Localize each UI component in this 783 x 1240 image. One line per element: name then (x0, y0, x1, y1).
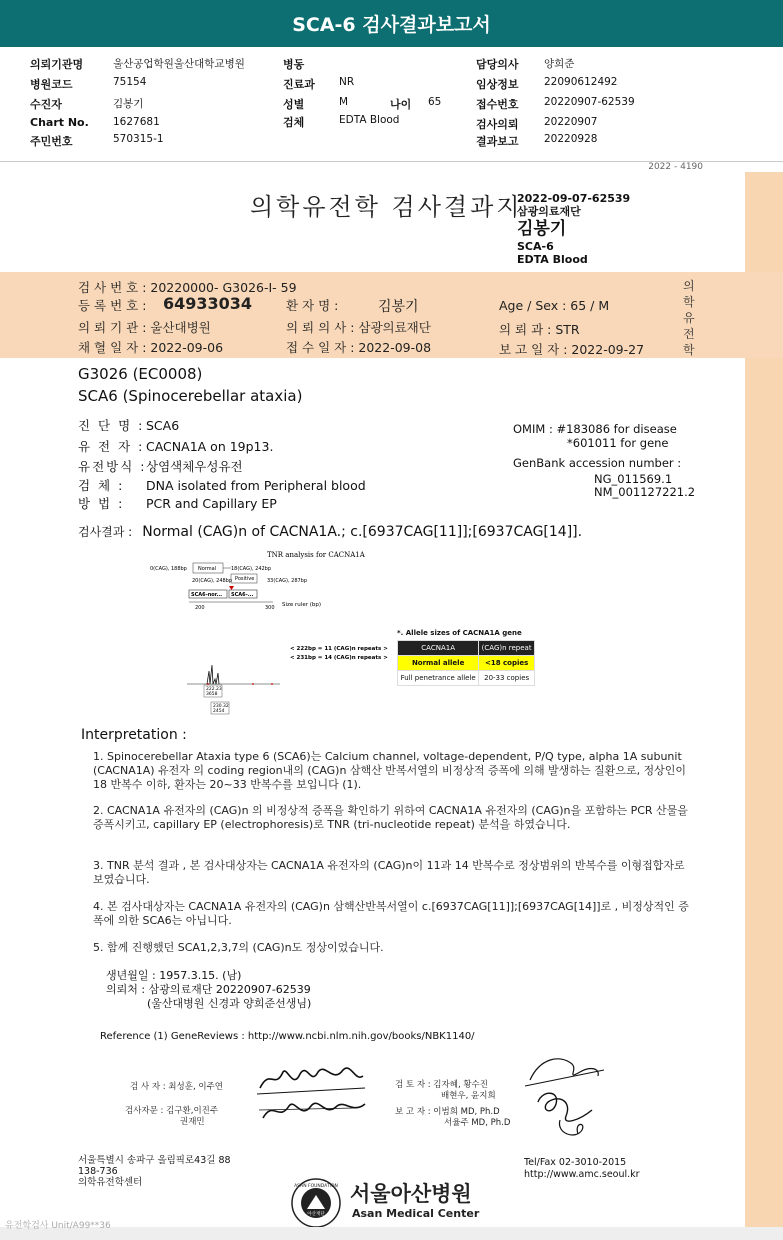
interpretation-title: Interpretation : (81, 727, 187, 743)
requester: 의뢰처 : 삼광의료재단 20220907-62539 (106, 983, 311, 996)
requester-detail: (울산대병원 신경과 양희준선생님) (147, 997, 312, 1010)
field-accession-no: 접수번호 20220907-62539 (476, 96, 635, 111)
patient-band (0, 272, 745, 358)
allele-table (397, 629, 535, 686)
reporter: 보 고 자 : 이범희 MD, Ph.D (395, 1107, 500, 1117)
field-clinical-info: 임상정보 22090612492 (476, 76, 618, 91)
peak1-size: 222.23 (206, 687, 222, 692)
position-marker (229, 586, 234, 590)
address (78, 1155, 231, 1188)
label-bar2: SCA6-... (231, 592, 254, 598)
website: http://www.amc.seoul.kr (524, 1169, 640, 1180)
field-report-date: 결과보고 20220928 (476, 133, 598, 148)
reg-no-label: 등 록 번 호 : (78, 298, 147, 313)
reviewer: 검 토 자 : 김자혜, 황수진 (395, 1080, 488, 1090)
genbank-ng: NG_011569.1 (594, 472, 673, 486)
detail-method: 방 법 : PCR and Capillary EP (78, 496, 277, 511)
repeat-1: < 222bp = 11 (CAG)n repeats > (290, 646, 388, 652)
test-code: G3026 (EC0008) (78, 365, 203, 383)
allele-col1: CACNA1A (398, 641, 479, 656)
report-title: SCA-6 검사결과보고서 (0, 0, 783, 47)
test-name: SCA6 (Spinocerebellar ataxia) (78, 387, 303, 405)
interpretation-4: 4. 본 검사대상자는 CACNA1A 유전자의 (CAG)n 삼핵산반복서열이 c.[6937CAG[11]];[6937CAG[14]]로 , 비정상적인 증폭에 의한 SCA6는 아닙니다. (93, 900, 689, 927)
reg-no: 64933034 (163, 294, 253, 313)
field-chart-no: Chart No. 1627681 (30, 116, 160, 129)
footer-text: 유전학검사 Unit/A99**36 (5, 1221, 111, 1231)
collected-date: 채 혈 일 자 : 2022-09-06 (78, 340, 224, 355)
field-patient: 수진자 김봉기 (30, 98, 144, 111)
lab-patient-name: 김봉기 (517, 219, 567, 239)
field-institution: 의뢰기관명 울산공업학원울산대학교병원 (30, 58, 245, 71)
reference: Reference (1) GeneReviews : http://www.ncbi.nlm.nih.gov/books/NBK1140/ (100, 1031, 475, 1042)
footer-strip (0, 1227, 783, 1240)
contact (524, 1157, 640, 1181)
allele-full: Full penetrance allele (398, 671, 479, 686)
tick-200: 200 (195, 605, 205, 611)
hospital-name-kr: 서울아산병원 (350, 1182, 472, 1206)
allele-title: *. Allele sizes of CACNA1A gene (397, 629, 522, 637)
interpretation-5: 5. 함께 진행했던 SCA1,2,3,7의 (CAG)n도 정상이었습니다. (93, 941, 384, 954)
requesting-doctor: 의 뢰 의 사 : 삼광의료재단 (286, 320, 431, 335)
cut-text: 2022 - 4190 (648, 162, 703, 172)
lab-label (517, 192, 630, 266)
label-normal: Normal (198, 566, 217, 572)
report-header (0, 47, 783, 162)
seal-text: ASAN FOUNDATION (294, 1184, 338, 1189)
signature-reviewer (520, 1050, 610, 1150)
allele-normal: Normal allele (398, 656, 479, 671)
scanned-page (0, 172, 783, 1227)
figure-title: TNR analysis for CACNA1A (267, 551, 365, 559)
label-n4: 33(CAG), 287bp (267, 578, 308, 584)
institution: 의 뢰 기 관 : 울산대병원 (78, 320, 211, 335)
test-result: 검사결과 : Normal (CAG)n of CACNA1A.; c.[6937CAG[11]];[6937CAG[14]]. (78, 524, 583, 540)
hospital-name-en: Asan Medical Center (352, 1207, 480, 1220)
address-line3: 의학유전학센터 (78, 1177, 143, 1188)
age-sex: Age / Sex : 65 / M (499, 298, 610, 313)
field-department: 진료과 NR (283, 76, 355, 91)
asan-foundation-logo (290, 1177, 342, 1229)
tester: 검 사 자 : 최성훈, 이주연 (130, 1082, 223, 1092)
lab-name: 삼광의료재단 (517, 205, 581, 218)
label-n1: 0(CAG), 188bp (150, 566, 187, 572)
label-bar1: SCA6-nor... (191, 592, 223, 598)
doc-title: 의학유전학 검사결과지 (250, 193, 523, 221)
advisor-2: 권재민 (180, 1117, 205, 1127)
peak1-height: 3658 (206, 692, 218, 697)
label-positive: Positive (235, 576, 255, 582)
detail-inheritance: 유전방식 :상염색체우성유전 (78, 459, 243, 474)
allele-full-copies: 20-33 copies (479, 671, 535, 686)
label-n2: 18(CAG), 242bp (231, 566, 272, 572)
trace-peaks (207, 665, 219, 684)
peak2-height: 2454 (213, 709, 225, 714)
reported-date: 보 고 일 자 : 2022-09-27 (499, 342, 645, 357)
tick-300: 300 (265, 605, 275, 611)
trace-dot-2 (252, 683, 254, 685)
patient-name: 김봉기 (378, 299, 419, 315)
patient-label: 환 자 명 : (286, 298, 339, 313)
ruler-label: Size ruler (bp) (282, 602, 321, 608)
seal-inner: 아산재단 (307, 1212, 325, 1217)
lab-test: SCA-6 (517, 240, 554, 253)
label-n3: 20(CAG), 248bp (192, 578, 233, 584)
lab-specimen: EDTA Blood (517, 253, 588, 266)
requesting-dept: 의 뢰 과 : STR (499, 322, 580, 337)
genbank-label: GenBank accession number : (513, 456, 682, 470)
field-resident-no: 주민번호 570315-1 (30, 133, 164, 148)
repeat-2: < 231bp = 14 (CAG)n repeats > (290, 655, 388, 661)
advisor: 검사자문 : 김구환,이진주 (125, 1106, 219, 1116)
field-sex: 성별 M (283, 96, 349, 111)
address-line1: 서울특별시 송파구 올림픽로43길 88 (78, 1155, 231, 1166)
interpretation-2: 2. CACNA1A 유전자의 (CAG)n 의 비정상적 증폭을 확인하기 위하여 CACNA1A 유전자의 (CAG)n을 포함하는 PCR 산물을 증폭시키고, capillary EP (electrophoresis)로 TNR (tri-nucleotide repeat) 분석을 하였습니다. (93, 804, 688, 831)
detail-diagnosis: 진 단 명 : SCA6 (78, 418, 180, 433)
interpretation-3: 3. TNR 분석 결과 , 본 검사대상자는 CACNA1A 유전자의 (CAG)n이 11과 14 반복수로 정상범위의 반복수를 이형접합자로 보였습니다. (93, 859, 685, 886)
field-hospital-code: 병원코드 75154 (30, 76, 147, 91)
exam-no: 검 사 번 호 : 20220000- G3026-I- 59 (78, 280, 297, 295)
lab-id: 2022-09-07-62539 (517, 192, 631, 205)
tel-fax: Tel/Fax 02-3010-2015 (524, 1157, 627, 1168)
trace-dot-3 (271, 683, 273, 685)
field-physician: 담당의사 양희준 (476, 58, 575, 71)
genbank-nm: NM_001127221.2 (594, 485, 696, 499)
omim-gene: *601011 for gene (567, 436, 669, 450)
interpretation-1: 1. Spinocerebellar Ataxia type 6 (SCA6)는 Calcium channel, voltage-dependent, P/Q type, alpha 1A subunit (CACNA1A) 유전자 의 coding region내의 (CAG)n 삼핵산 반복서열의 비정상적 증폭에 의해 발생하는 질환으로, 정상인이 18 반복수 이하, 환자는 20~33 반복수를 보입니다 (1). (93, 750, 687, 791)
signature-tester (255, 1060, 370, 1130)
address-line2: 138-736 (78, 1166, 118, 1177)
birth-date: 생년월일 : 1957.3.15. (남) (106, 969, 242, 982)
omim-disease: OMIM : #183086 for disease (513, 422, 677, 436)
field-specimen: 검체 EDTA Blood (283, 114, 400, 129)
field-ward: 병동 (283, 58, 305, 71)
detail-specimen: 검 체 : DNA isolated from Peripheral blood (78, 478, 366, 493)
received-date: 접 수 일 자 : 2022-09-08 (286, 340, 432, 355)
field-request-date: 검사의뢰 20220907 (476, 116, 598, 131)
peak2-size: 230.32 (213, 704, 229, 709)
trace-dot-1 (207, 683, 209, 685)
reviewer-2: 배현우, 윤지희 (441, 1091, 496, 1101)
field-age: 나이 65 (390, 96, 442, 111)
allele-normal-copies: <18 copies (479, 656, 535, 671)
allele-col2: (CAG)n repeat (479, 641, 535, 656)
detail-gene: 유 전 자 : CACNA1A on 19p13. (78, 439, 274, 454)
band-side (745, 272, 783, 358)
reporter-2: 서율주 MD, Ph.D (444, 1118, 511, 1128)
vertical-label: 의학유전학 (683, 279, 695, 357)
